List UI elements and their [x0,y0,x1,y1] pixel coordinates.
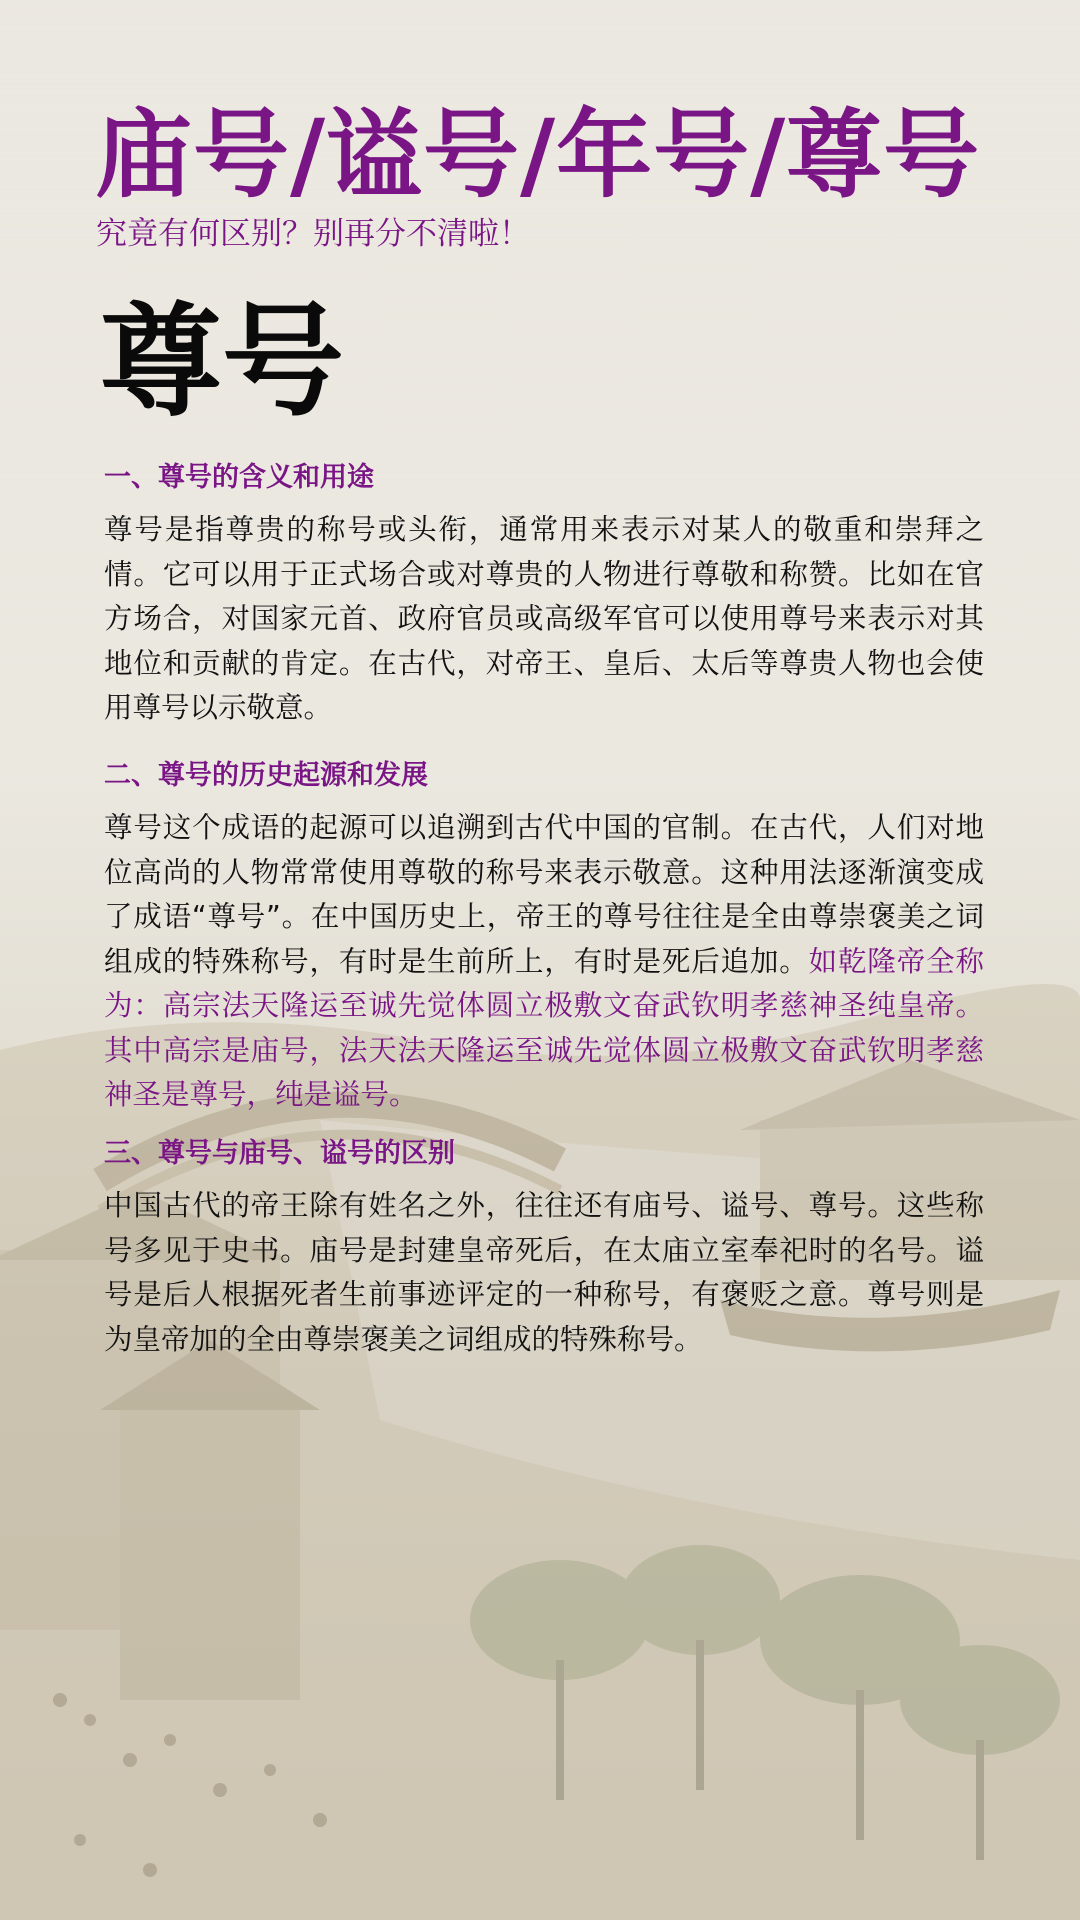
page-title: 庙号/谥号/年号/尊号 [96,99,981,211]
section-heading: 三、尊号与庙号、谥号的区别 [104,1138,455,1169]
highlight-text: 如乾隆帝全称为：高宗法天隆运至诚先觉体圆立极敷文奋武钦明孝慈神圣纯皇帝。其中高宗是庙号，法天法天隆运至诚先觉体圆立极敷文奋武钦明孝慈神圣是尊号，纯是谥号。 [104,944,984,1111]
section-body [104,806,984,1118]
section-title: 尊号 [100,291,344,433]
section-body: 中国古代的帝王除有姓名之外，往往还有庙号、谥号、尊号。这些称号多见于史书。庙号是封建皇帝死后，在太庙立室奉祀时的名号。谥号是后人根据死者生前事迹评定的一种称号，有褒贬之意。尊号则是为皇帝加的全由尊崇褒美之词组成的特殊称号。 [104,1189,984,1356]
section-heading: 一、尊号的含义和用途 [104,462,374,493]
page-subtitle: 究竟有何区别？别再分不清啦！ [96,216,530,252]
body-text: 尊号这个成语的起源可以追溯到古代中国的官制。在古代，人们对地位高尚的人物常常使用尊敬的称号来表示敬意。这种用法逐渐演变成了成语“尊号”。在中国历史上，帝王的尊号往往是全由尊崇褒美之词组成的特殊称号，有时是生前所上，有时是死后追加。 [104,811,984,978]
section-history [104,756,984,1118]
section-body: 尊号是指尊贵的称号或头衔，通常用来表示对某人的敬重和崇拜之情。它可以用于正式场合或对尊贵的人物进行尊敬和称赞。比如在官方场合，对国家元首、政府官员或高级军官可以使用尊号来表示对其地位和贡献的肯定。在古代，对帝王、皇后、太后等尊贵人物也会使用尊号以示敬意。 [104,513,984,724]
section-difference [104,1134,984,1362]
section-meaning [104,458,984,731]
section-heading: 二、尊号的历史起源和发展 [104,760,428,791]
